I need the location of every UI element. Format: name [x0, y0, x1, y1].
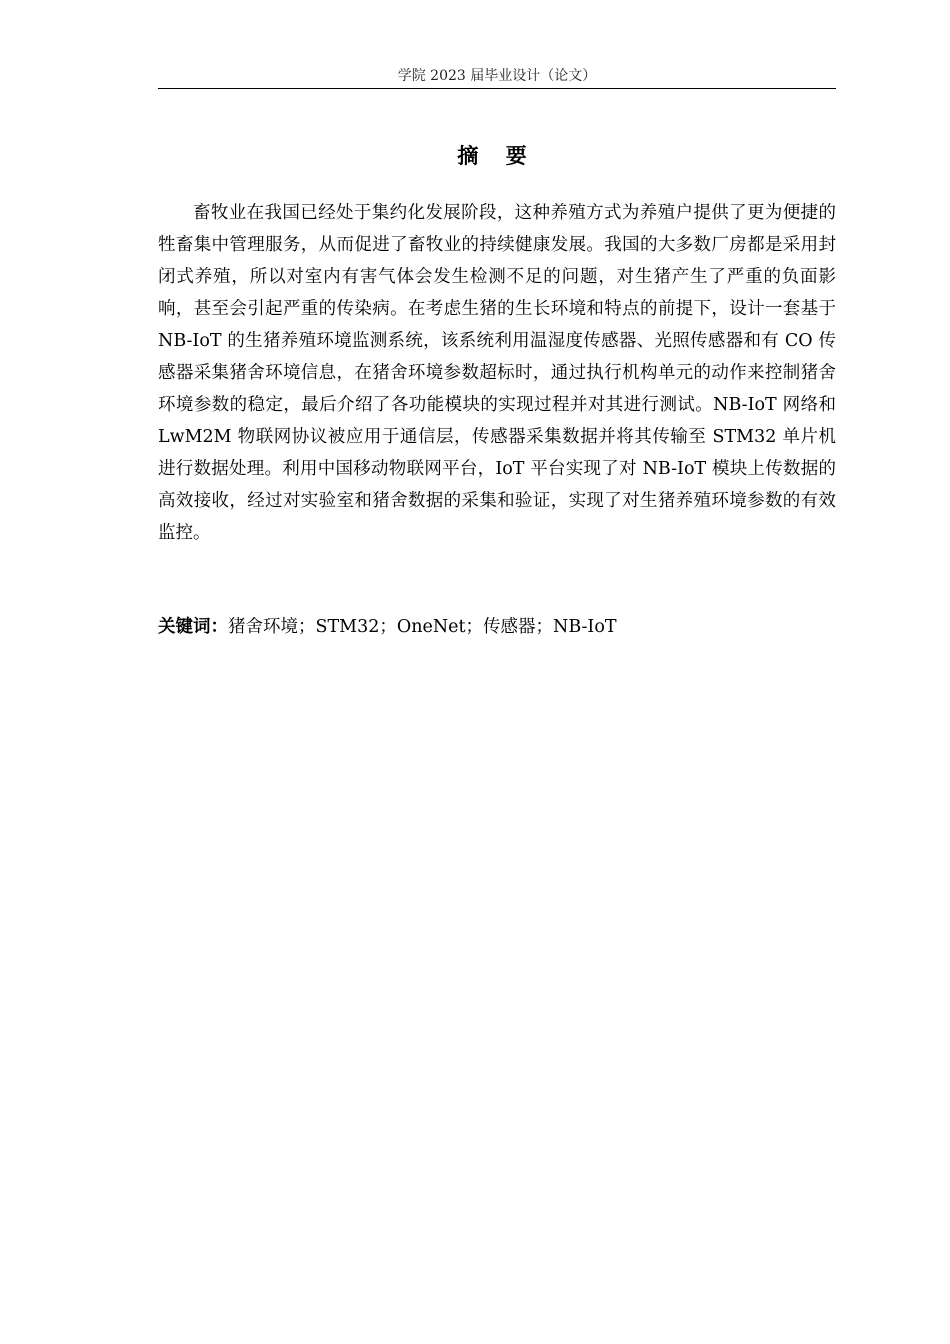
keywords-line: [158, 612, 836, 642]
keywords-value: 猪舍环境；STM32；OneNet；传感器；NB-IoT: [228, 617, 617, 637]
page-header: [158, 66, 836, 89]
header-text: 学院 2023 届毕业设计（论文）: [397, 68, 597, 84]
abstract-body: 畜牧业在我国已经处于集约化发展阶段，这种养殖方式为养殖户提供了更为便捷的牲畜集中管理服务，从而促进了畜牧业的持续健康发展。我国的大多数厂房都是采用封闭式养殖，所以对室内有害气体会发生检测不足的问题，对生猪产生了严重的负面影响，甚至会引起严重的传染病。在考虑生猪的生长环境和特点的前提下，设计一套基于 NB-IoT 的生猪养殖环境监测系统，该系统利用温湿度传感器、光照传感器和有 CO 传感器采集猪舍环境信息，在猪舍环境参数超标时，通过执行机构单元的动作来控制猪舍环境参数的稳定，最后介绍了各功能模块的实现过程并对其进行测试。NB-IoT 网络和 LwM2M 物联网协议被应用于通信层，传感器采集数据并将其传输至 STM32 单片机进行数据处理。利用中国移动物联网平台，IoT 平台实现了对 NB-IoT 模块上传数据的高效接收，经过对实验室和猪舍数据的采集和验证，实现了对生猪养殖环境参数的有效监控。: [158, 203, 836, 543]
abstract-title: 摘 要: [457, 144, 537, 168]
keywords-label: 关键词：: [158, 617, 228, 637]
